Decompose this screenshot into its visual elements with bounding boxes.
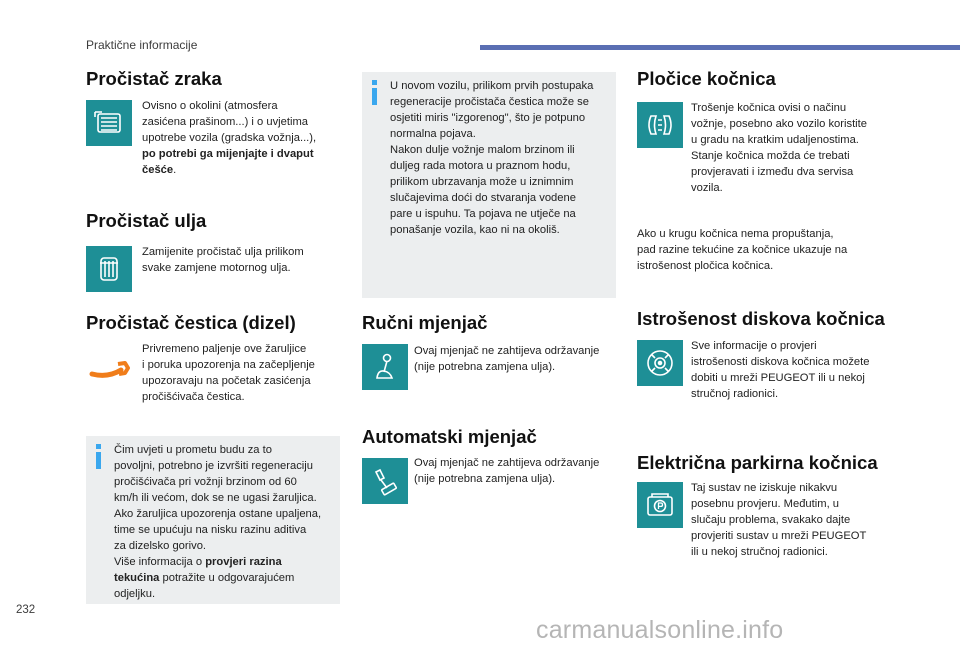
air-filter-emphasis-end: češće [142,164,174,176]
particle-filter-line: pročišćivača čestica. [142,391,245,403]
parking-brake-line: Taj sustav ne iziskuje nikakvu [691,482,838,494]
manual-gearbox-line: (nije potrebna zamjena ulja). [414,361,556,373]
automatic-gearbox-line: (nije potrebna zamjena ulja). [414,473,556,485]
note-line: za dizelsko gorivo. [114,540,207,552]
note-line: osjetiti miris "izgorenog", što je potpuno [390,112,586,124]
header-bar [480,45,960,50]
manual-gearbox-title: Ručni mjenjač [362,312,488,333]
brake-pads-line: provjeravati i između dva servisa [691,166,854,178]
automatic-gearbox-line: Ovaj mjenjač ne zahtijeva održavanje [414,457,600,469]
particle-filter-text [142,341,342,405]
brake-discs-line: Sve informacije o provjeri [691,340,817,352]
parking-brake-line: slučaju problema, svakako dajte [691,514,851,526]
brake-pads-icon [637,102,683,148]
particle-filter-title: Pročistač čestica (dizel) [86,312,296,333]
manual-gearbox-line: Ovaj mjenjač ne zahtijeva održavanje [414,345,600,357]
brake-pads-title: Pločice kočnica [637,68,776,89]
brake-discs-line: dobiti u mreži PEUGEOT ili u nekoj [691,372,865,384]
note-line: slučajevima doći do stvaranja vodene [390,192,576,204]
air-filter-icon [86,100,132,146]
brake-pads-line: u gradu na kratkim udaljenostima. [691,134,859,146]
brake-disc-icon [637,340,683,386]
note-line: prilikom ubrzavanja može u iznimnim [390,176,574,188]
automatic-gearbox-title: Automatski mjenjač [362,426,537,447]
brake-fluid-text [637,226,897,274]
note-line: Čim uvjeti u prometu budu za to [114,444,272,456]
note-ref-end: potražite u odgovarajućem [159,572,295,584]
brake-discs-title: Istrošenost diskova kočnica [637,308,885,329]
note-ref-start: Više informacija o [114,556,206,568]
brake-fluid-line: Ako u krugu kočnica nema propuštanja, [637,228,834,240]
air-filter-emphasis: po potrebi ga mijenjajte i dvaput [142,148,314,160]
oil-filter-line: svake zamjene motornog ulja. [142,262,291,274]
oil-filter-icon [86,246,132,292]
air-filter-text [142,98,342,178]
manual-gearbox-icon [362,344,408,390]
oil-filter-text [142,244,342,276]
parking-brake-title: Električna parkirna kočnica [637,452,878,473]
parking-brake-line: provjeriti sustav u mreži PEUGEOT [691,530,867,542]
watermark: carmanualsonline.info [536,616,784,644]
brake-pads-text [691,100,891,196]
oil-filter-title: Pročistač ulja [86,210,207,231]
particle-filter-line: Privremeno paljenje ove žaruljice [142,343,307,355]
note-line: regeneracije pročistača čestica može se [390,96,589,108]
note-line: Ako žaruljica upozorenja ostane upaljena, [114,508,322,520]
air-filter-line: zasićena prašinom...) i o uvjetima [142,116,309,128]
new-vehicle-note [362,72,616,298]
particle-filter-line: i poruka upozorenja na začepljenje [142,359,315,371]
automatic-gearbox-icon [362,458,408,504]
parking-brake-line: posebnu provjeru. Međutim, u [691,498,840,510]
note-line: duljeg rada motora u praznom hodu, [390,160,571,172]
brake-discs-line: istrošenosti diskova kočnica možete [691,356,870,368]
automatic-gearbox-text [414,455,624,487]
note-line: normalna pojava. [390,128,476,140]
note-line: time se upućuju na nisku razinu aditiva [114,524,307,536]
note-line: odjeljku. [114,588,156,600]
brake-fluid-line: pad razine tekućine za kočnice ukazuje na [637,244,848,256]
note-ref-bold: tekućina [114,572,160,584]
parking-brake-line: ili u nekoj stručnoj radionici. [691,546,828,558]
air-filter-line: Ovisno o okolini (atmosfera [142,100,278,112]
note-line: U novom vozilu, prilikom prvih postupaka [390,80,594,92]
brake-pads-line: vožnje, posebno ako vozilo koristite [691,118,867,130]
brake-fluid-line: istrošenost pločica kočnica. [637,260,774,272]
air-filter-title: Pročistač zraka [86,68,222,89]
wrench-icon [88,356,136,386]
oil-filter-line: Zamijenite pročistač ulja prilikom [142,246,304,258]
brake-pads-line: Trošenje kočnica ovisi o načinu [691,102,847,114]
note-line: ponašanje vozila, kao ni na okoliš. [390,224,560,236]
info-icon [371,80,379,106]
page-number: 232 [16,604,36,616]
brake-pads-line: Stanje kočnica možda će trebati [691,150,850,162]
brake-discs-line: stručnoj radionici. [691,388,779,400]
note-ref-bold: provjeri razina [205,556,282,568]
note-line: km/h ili većom, dok se ne ugasi žaruljica. [114,492,317,504]
note-line: pare u ispuhu. Ta pojava ne utječe na [390,208,576,220]
brake-pads-line: vozila. [691,182,723,194]
air-filter-line: upotrebe vozila (gradska vožnja...), [142,132,317,144]
header-label: Praktične informacije [86,38,198,52]
info-icon [95,444,103,470]
regeneration-note [86,436,340,604]
brake-discs-text [691,338,891,402]
air-filter-period: . [173,164,177,176]
parking-brake-text [691,480,891,560]
particle-filter-line: upozoravaju na početak zasićenja [142,375,311,387]
manual-gearbox-text [414,343,624,375]
parking-brake-icon [637,482,683,528]
note-line: Nakon dulje vožnje malom brzinom ili [390,144,575,156]
note-line: pročišćivača pri vožnji brzinom od 60 [114,476,297,488]
note-line: povoljni, potrebno je izvršiti regeneraciju [114,460,313,472]
